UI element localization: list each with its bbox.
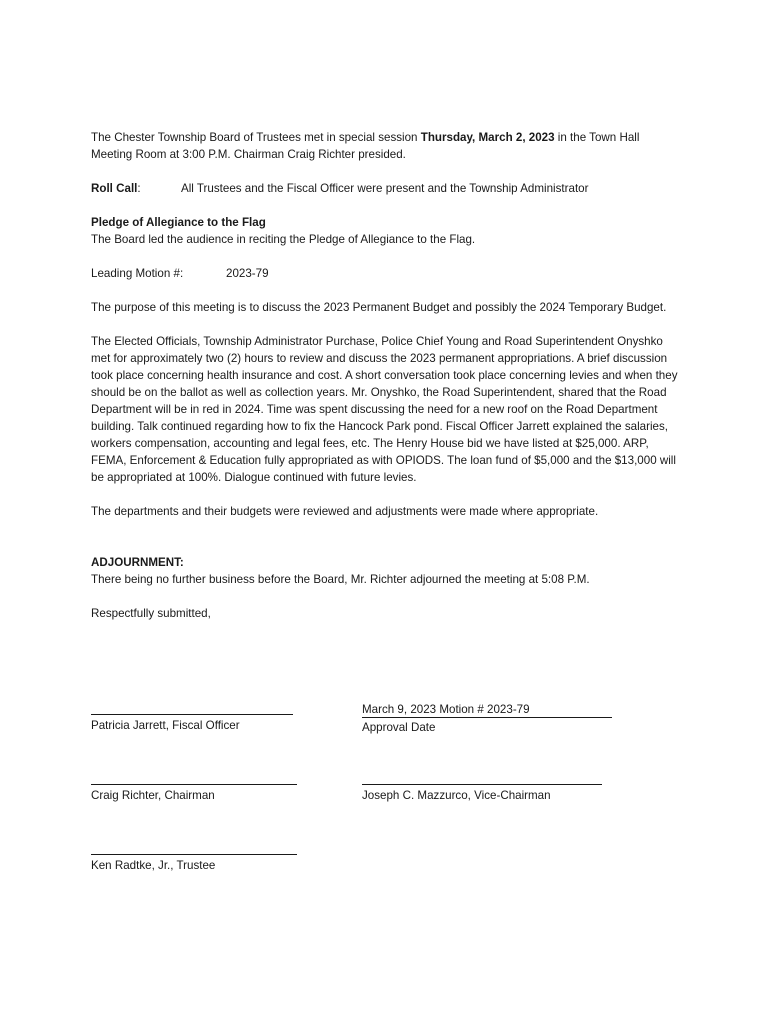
leading-motion-value: 2023-79 xyxy=(226,267,269,280)
signature-line xyxy=(91,854,297,855)
signature-fiscal-officer xyxy=(91,714,293,734)
signer-name: Ken Radtke, Jr., Trustee xyxy=(91,859,216,872)
roll-call-label: Roll Call xyxy=(91,182,138,195)
approval-date-label: Approval Date xyxy=(362,721,436,734)
signature-line xyxy=(91,784,297,785)
leading-motion xyxy=(91,265,681,282)
signer-name: Joseph C. Mazzurco, Vice-Chairman xyxy=(362,789,551,802)
approval-date-value: March 9, 2023 Motion # 2023-79 xyxy=(362,701,612,718)
approval-date-block xyxy=(362,701,612,736)
adjournment-heading: ADJOURNMENT: xyxy=(91,556,184,569)
meeting-date: Thursday, March 2, 2023 xyxy=(420,131,555,144)
discussion-paragraph: The Elected Officials, Township Administrator Purchase, Police Chief Young and Road Superintendent Onyshko met for approximately two (2) hours to review and discuss the 2023 permanent appropriations. A brief discussion took place concerning health insurance and cost. A short conversation took place concerning levies and when they should be on the ballot as well as collection years. Mr. Onyshko, the Road Superintendent, shared that the Road Department will be in red in 2024. Time was spent discussing the need for a new roof on the Road Department building. Talk continued regarding how to fix the Hancock Park pond. Fiscal Officer Jarrett explained the salaries, workers compensation, accounting and legal fees, etc. The Henry House bid we have listed at $25,000. ARP, FEMA, Enforcement & Education fully appropriated as with OPIODS. The loan fund of $5,000 and the $13,000 will be appropriated at 100%. Dialogue continued with future levies. xyxy=(91,335,678,484)
pledge-heading: Pledge of Allegiance to the Flag xyxy=(91,216,266,229)
signer-name: Craig Richter, Chairman xyxy=(91,789,215,802)
roll-call: Roll Call: All Trustees and the Fiscal Officer were present and the Township Administrator xyxy=(91,182,589,195)
minutes-body xyxy=(91,129,681,622)
adjournment-text: There being no further business before the Board, Mr. Richter adjourned the meeting at 5:08 P.M. xyxy=(91,573,590,586)
closing-line: Respectfully submitted, xyxy=(91,607,211,620)
signer-name: Patricia Jarrett, Fiscal Officer xyxy=(91,719,240,732)
pledge-text: The Board led the audience in reciting the Pledge of Allegiance to the Flag. xyxy=(91,233,476,246)
departments-paragraph: The departments and their budgets were reviewed and adjustments were made where appropriate. xyxy=(91,505,599,518)
signature-line xyxy=(362,784,602,785)
purpose-paragraph: The purpose of this meeting is to discuss the 2023 Permanent Budget and possibly the 2024 Temporary Budget. xyxy=(91,301,667,314)
leading-motion-label: Leading Motion #: xyxy=(91,267,184,280)
roll-call-text: All Trustees and the Fiscal Officer were present and the Township Administrator xyxy=(181,182,589,195)
signature-vice-chairman xyxy=(362,784,602,804)
signature-chairman xyxy=(91,784,297,804)
signature-line xyxy=(91,714,293,715)
intro-paragraph: The Chester Township Board of Trustees met in special session Thursday, March 2, 2023 in the Town Hall Meeting Room at 3:00 P.M. Chairman Craig Richter presided. xyxy=(91,131,640,161)
signature-trustee xyxy=(91,854,297,874)
